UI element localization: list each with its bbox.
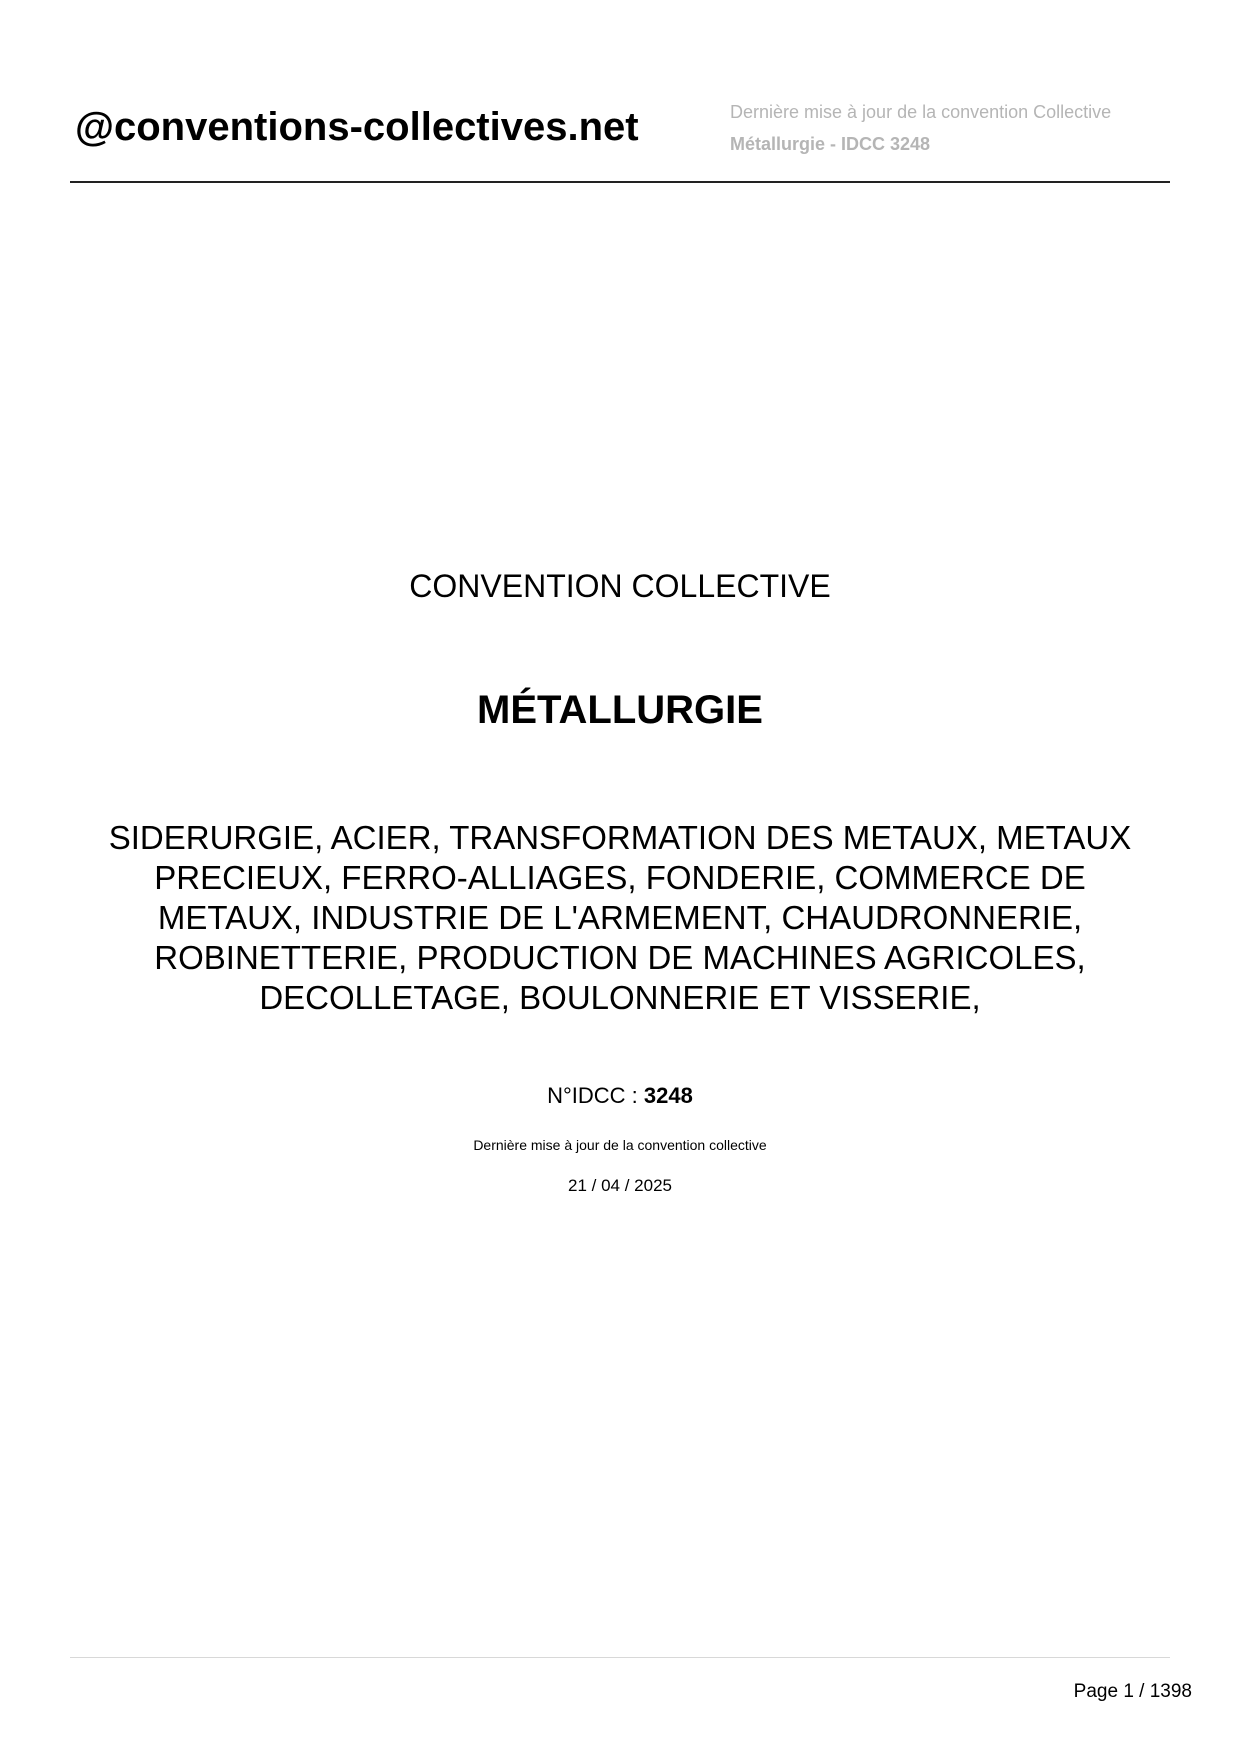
footer-divider bbox=[70, 1657, 1170, 1658]
header-divider bbox=[70, 181, 1170, 183]
document-title: MÉTALLURGIE bbox=[477, 688, 763, 732]
scope-line: DECOLLETAGE, BOULONNERIE ET VISSERIE, bbox=[259, 979, 981, 1016]
page-header bbox=[70, 90, 1170, 180]
header-update-label: Dernière mise à jour de la convention Collective bbox=[730, 102, 1112, 122]
update-label: Dernière mise à jour de la convention collective bbox=[473, 1137, 767, 1153]
header-info bbox=[730, 96, 1111, 160]
site-brand: @conventions-collectives.net bbox=[75, 105, 639, 149]
update-date: 21 / 04 / 2025 bbox=[568, 1176, 672, 1195]
scope-line: SIDERURGIE, ACIER, TRANSFORMATION DES METAUX, METAUX bbox=[108, 819, 1132, 856]
header-subtitle: Métallurgie - IDCC 3248 bbox=[730, 134, 931, 154]
idcc-line bbox=[0, 1083, 1240, 1109]
idcc-number: 3248 bbox=[643, 1083, 693, 1108]
scope-line: METAUX, INDUSTRIE DE L'ARMEMENT, CHAUDRONNERIE, bbox=[157, 899, 1083, 936]
scope-line: ROBINETTERIE, PRODUCTION DE MACHINES AGRICOLES, bbox=[154, 939, 1086, 976]
idcc-label: N°IDCC : bbox=[547, 1083, 644, 1108]
document-type: CONVENTION COLLECTIVE bbox=[409, 568, 831, 604]
scope-line: PRECIEUX, FERRO-ALLIAGES, FONDERIE, COMMERCE DE bbox=[154, 859, 1086, 896]
page-number: Page 1 / 1398 bbox=[1073, 1681, 1192, 1702]
document-scope bbox=[0, 818, 1240, 1018]
